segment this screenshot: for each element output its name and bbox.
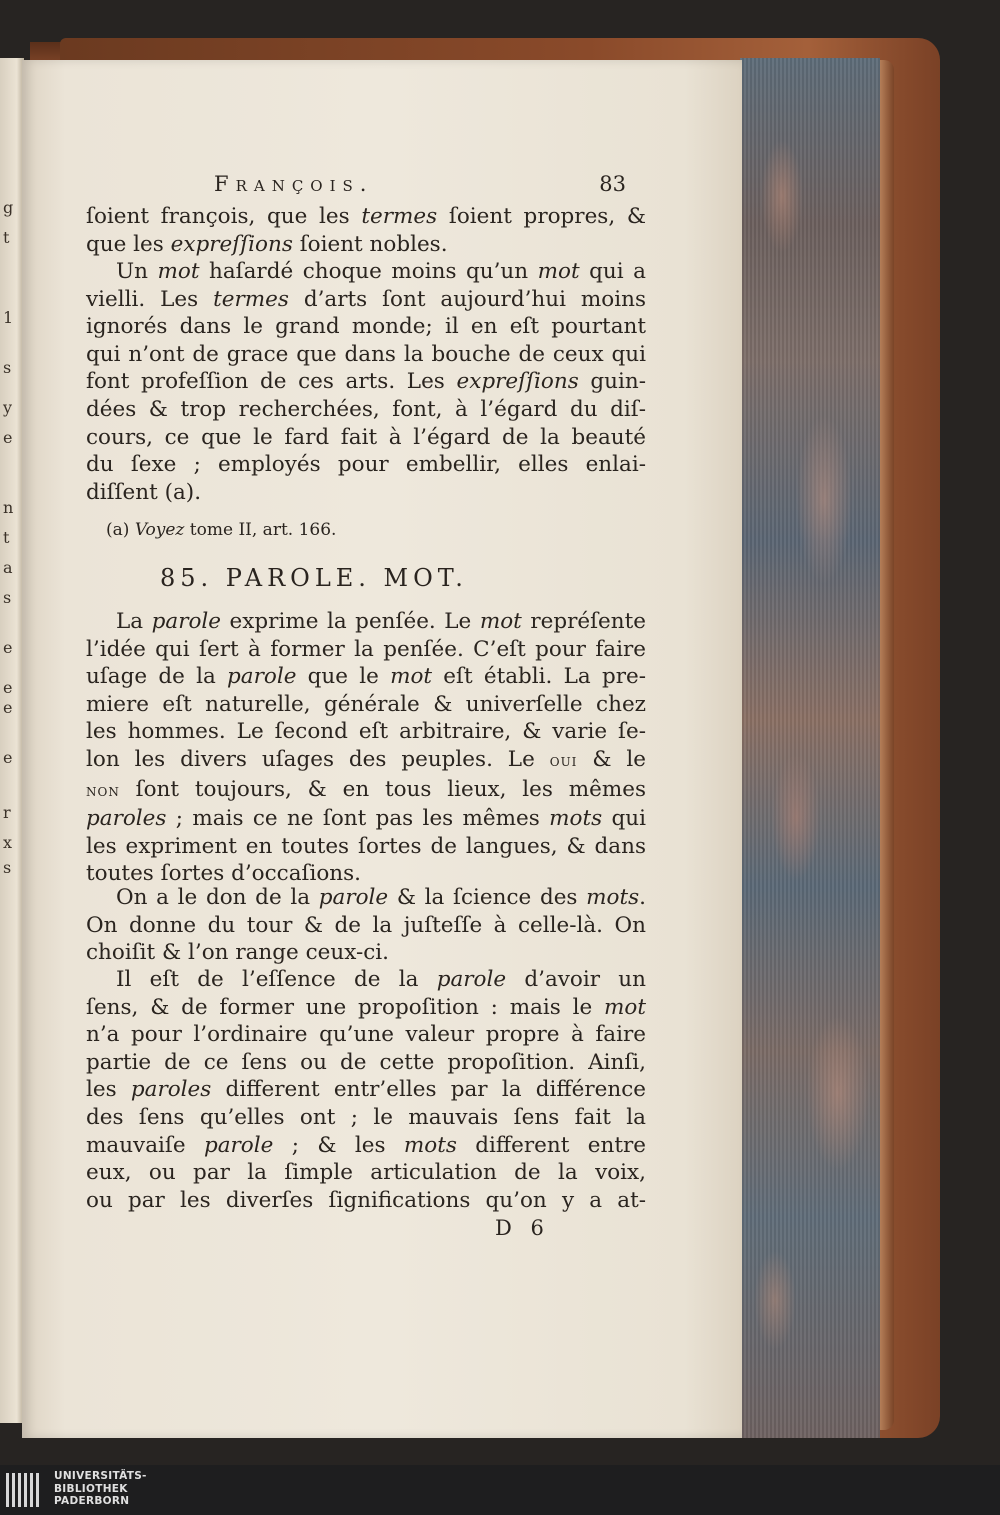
text-line: Il eſt de l’eſſence de la parole d’avoir un bbox=[116, 967, 646, 992]
text-line: diſſent (a). bbox=[86, 479, 202, 505]
library-footer bbox=[0, 1465, 1000, 1515]
page-number: 83 bbox=[599, 172, 626, 196]
section-title: 85. PAROLE. MOT. bbox=[160, 564, 468, 592]
previous-page-letter: e bbox=[3, 428, 13, 447]
running-head bbox=[86, 168, 626, 198]
previous-page-letter: e bbox=[3, 698, 13, 717]
text-line: du ſexe ; employés pour embellir, elles enlai- bbox=[86, 452, 646, 478]
paragraph-1 bbox=[86, 203, 646, 258]
signature-mark: D 6 bbox=[495, 1216, 550, 1240]
text-line: uſage de la parole que le mot eſt établi. La pre- bbox=[86, 664, 646, 690]
previous-page-letter: s bbox=[3, 358, 12, 377]
paragraph-2 bbox=[86, 258, 646, 506]
previous-page-letter: y bbox=[3, 398, 13, 417]
text-line: dées & trop recherchées, font, à l’égard du diſ- bbox=[86, 396, 646, 422]
text-line: choiſit & l’on range ceux-ci. bbox=[86, 940, 389, 966]
paragraph-5 bbox=[86, 966, 646, 1214]
text-line: toutes ſortes d’occaſions. bbox=[86, 861, 362, 887]
text-line: font profeſſion de ces arts. Les expreſſions guin- bbox=[86, 369, 646, 395]
previous-page-letter: 1 bbox=[3, 308, 14, 327]
previous-page-letter: n bbox=[3, 498, 14, 517]
previous-page-letter: x bbox=[3, 833, 13, 852]
previous-page-letter: r bbox=[3, 803, 11, 822]
marbled-fore-edge bbox=[740, 58, 880, 1438]
text-line: ignorés dans le grand monde; il en eſt pourtant bbox=[86, 314, 646, 340]
text-line: On a le don de la parole & la ſcience des mots. bbox=[116, 885, 647, 910]
footnote: (a) Voyez tome II, art. 166. bbox=[106, 520, 337, 540]
previous-page-letters bbox=[3, 58, 23, 1423]
text-line: ou par les diverſes ſignifications qu’on y a at- bbox=[86, 1187, 646, 1213]
text-line: les expriment en toutes ſortes de langues, & dans bbox=[86, 833, 646, 859]
previous-page-letter: e bbox=[3, 678, 13, 697]
previous-page-sliver bbox=[0, 58, 24, 1423]
previous-page-letter: e bbox=[3, 638, 13, 657]
previous-page-letter: t bbox=[3, 228, 10, 247]
text-line: On donne du tour & de la juſteſſe à celle-là. On bbox=[86, 912, 646, 938]
text-line: miere eſt naturelle, générale & univerſelle chez bbox=[86, 691, 646, 717]
logo-line: UNIVERSITÄTS- bbox=[54, 1470, 147, 1482]
text-line: les paroles different entr’elles par la différence bbox=[86, 1077, 646, 1103]
text-line: mauvaiſe parole ; & les mots different entre bbox=[86, 1132, 646, 1158]
text-line: l’idée qui ſert à former la penſée. C’eſt pour faire bbox=[86, 636, 646, 662]
previous-page-letter: t bbox=[3, 528, 10, 547]
previous-page-letter: a bbox=[3, 558, 13, 577]
paragraph-4 bbox=[86, 884, 646, 967]
text-line: n’a pour l’ordinaire qu’une valeur propre à faire bbox=[86, 1022, 646, 1048]
text-line: paroles ; mais ce ne ſont pas les mêmes mots qui bbox=[86, 806, 647, 832]
text-line: Un mot haſardé choque moins qu’un mot qui a bbox=[116, 259, 646, 284]
text-line: ſoient françois, que les termes ſoient propres, & bbox=[86, 204, 647, 229]
library-logo-text bbox=[54, 1470, 147, 1508]
previous-page-letter: g bbox=[3, 198, 14, 217]
text-line: eux, ou par la ſimple articulation de la voix, bbox=[86, 1160, 646, 1186]
previous-page-letter: s bbox=[3, 858, 12, 877]
text-line: que les expreſſions ſoient nobles. bbox=[86, 231, 448, 257]
previous-page-letter: s bbox=[3, 588, 12, 607]
text-line: partie de ce ſens ou de cette propoſition. Ainſi, bbox=[86, 1049, 646, 1075]
logo-line: PADERBORN bbox=[54, 1495, 130, 1508]
text-line: cours, ce que le fard fait à l’égard de la beauté bbox=[86, 424, 646, 450]
text-line: vielli. Les termes d’arts ſont aujourd’hui moins bbox=[86, 286, 646, 312]
text-line: ſens, & de former une propoſition : mais le mot bbox=[86, 994, 646, 1020]
text-line: lon les divers uſages des peuples. Le oui & le bbox=[86, 746, 646, 772]
text-line: des ſens qu’elles ont ; le mauvais ſens fait la bbox=[86, 1104, 646, 1130]
text-line: La parole exprime la penſée. Le mot repréſente bbox=[116, 609, 646, 634]
library-logo-icon bbox=[6, 1473, 46, 1507]
text-line: non ſont toujours, & en tous lieux, les mêmes bbox=[86, 776, 646, 802]
previous-page-letter: e bbox=[3, 748, 13, 767]
paragraph-3 bbox=[86, 608, 646, 888]
logo-line: BIBLIOTHEK bbox=[54, 1482, 128, 1495]
text-line: qui n’ont de grace que dans la bouche de ceux qui bbox=[86, 341, 646, 367]
running-head-title: François. bbox=[214, 172, 374, 196]
text-line: les hommes. Le ſecond eſt arbitraire, & varie ſe- bbox=[86, 719, 646, 745]
